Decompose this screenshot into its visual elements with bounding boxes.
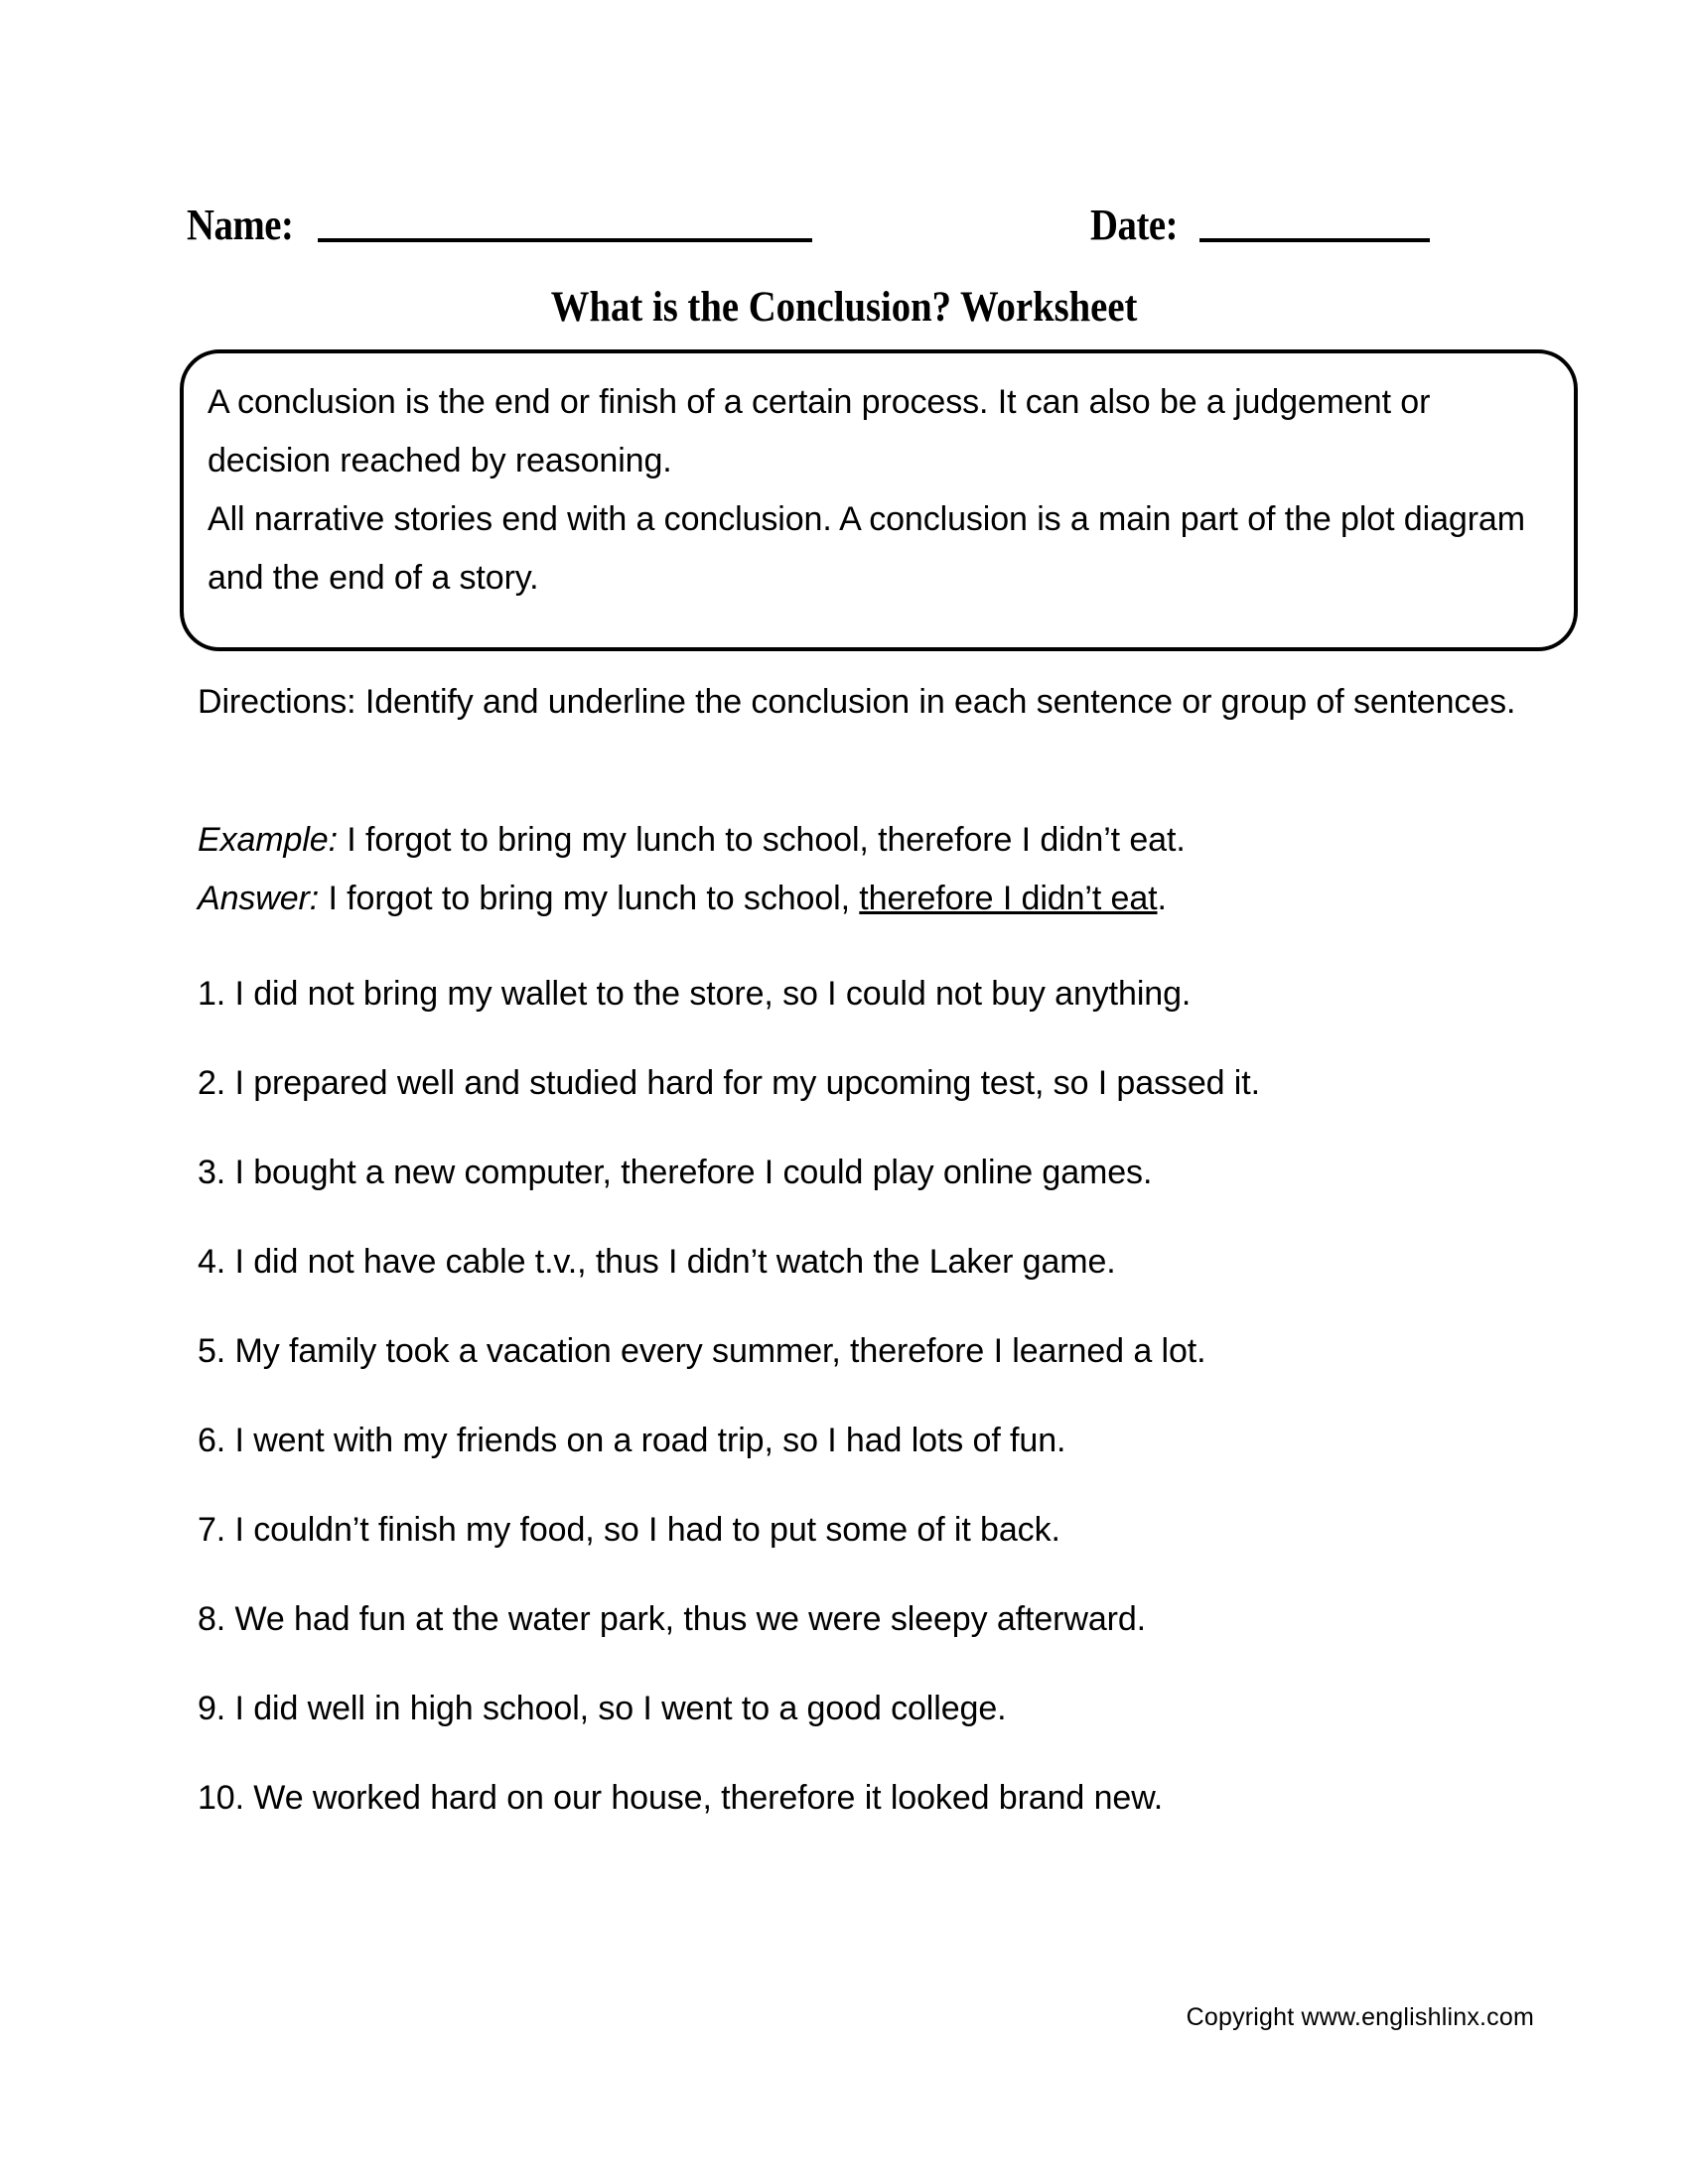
question-item[interactable]: 1. I did not bring my wallet to the store, so I could not buy anything. xyxy=(198,975,1192,1013)
date-label: Date: xyxy=(1090,201,1179,249)
date-field-group xyxy=(1090,185,1430,248)
example-answer-block xyxy=(198,811,1528,928)
answer-suffix: . xyxy=(1157,880,1167,917)
definition-text xyxy=(208,373,1538,608)
question-item[interactable]: 5. My family took a vacation every summer, therefore I learned a lot. xyxy=(198,1332,1206,1370)
definition-paragraph-1: A conclusion is the end or finish of a certain process. It can also be a judgement or decision reached by reasoning. xyxy=(208,383,1431,479)
question-item[interactable]: 4. I did not have cable t.v., thus I didn’t watch the Laker game. xyxy=(198,1243,1116,1281)
date-blank-line[interactable] xyxy=(1199,238,1430,242)
page-title xyxy=(0,283,1688,333)
question-item[interactable]: 6. I went with my friends on a road trip, so I had lots of fun. xyxy=(198,1422,1066,1459)
name-blank-line[interactable] xyxy=(318,238,812,242)
answer-underlined-conclusion: therefore I didn’t eat xyxy=(859,880,1158,917)
question-item[interactable]: 3. I bought a new computer, therefore I could play online games. xyxy=(198,1154,1153,1191)
directions-text: Directions: Identify and underline the conclusion in each sentence or group of sentences. xyxy=(198,683,1516,721)
copyright-notice: Copyright www.englishlinx.com xyxy=(1186,2003,1534,2031)
name-label: Name: xyxy=(187,201,294,249)
answer-line xyxy=(198,870,1528,928)
example-label: Example: xyxy=(198,821,338,859)
question-item[interactable]: 8. We had fun at the water park, thus we were sleepy afterward. xyxy=(198,1600,1147,1638)
student-info-header xyxy=(0,185,1688,248)
question-item[interactable]: 2. I prepared well and studied hard for my upcoming test, so I passed it. xyxy=(198,1064,1260,1102)
question-list xyxy=(198,971,1548,1864)
answer-label: Answer: xyxy=(198,880,320,917)
page-title-text: What is the Conclusion? Worksheet xyxy=(550,284,1138,331)
question-item[interactable]: 7. I couldn’t finish my food, so I had to put some of it back. xyxy=(198,1511,1060,1549)
name-field-group xyxy=(187,185,812,248)
definition-paragraph-2: All narrative stories end with a conclusion. A conclusion is a main part of the plot diagram and the end of a story. xyxy=(208,500,1525,597)
answer-prefix: I forgot to bring my lunch to school, xyxy=(328,880,860,917)
question-item[interactable]: 9. I did well in high school, so I went to a good college. xyxy=(198,1690,1007,1727)
example-line xyxy=(198,811,1528,870)
definition-box xyxy=(180,349,1578,651)
example-sentence: I forgot to bring my lunch to school, therefore I didn’t eat. xyxy=(347,821,1186,859)
question-item[interactable]: 10. We worked hard on our house, therefore it looked brand new. xyxy=(198,1779,1164,1817)
